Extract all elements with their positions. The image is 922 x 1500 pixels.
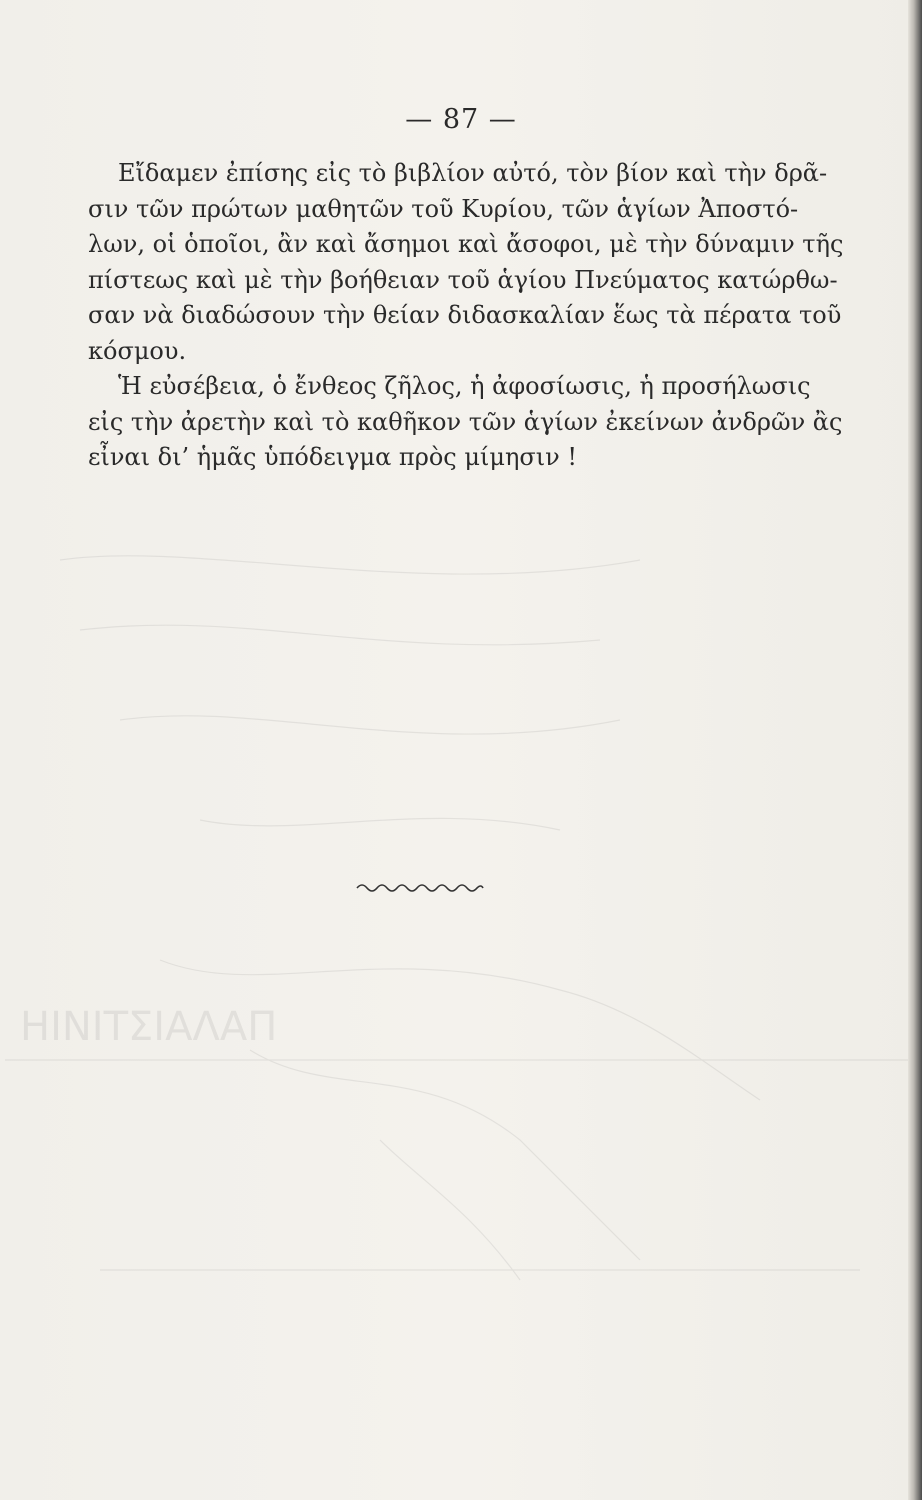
text-line: πίστεως καὶ μὲ τὴν βοήθειαν τοῦ ἁγίου Πνεύματος κατώρθω- (88, 265, 838, 294)
text-line: Εἴδαμεν ἐπίσης εἰς τὸ βιβλίον αὐτό, τὸν βίον καὶ τὴν δρᾶ- (118, 159, 828, 187)
svg-text:ΗΙΝΙΤΣΙΑΛΑΠ: ΗΙΝΙΤΣΙΑΛΑΠ (20, 1004, 278, 1050)
binding-edge (908, 0, 922, 1500)
text-line: Ἡ εὐσέβεια, ὁ ἔνθεος ζῆλος, ἡ ἀφοσίωσις, ἡ προσήλωσις (118, 372, 811, 400)
text-line: λων, οἱ ὁποῖοι, ἂν καὶ ἄσημοι καὶ ἄσοφοι, μὲ τὴν δύναμιν τῆς (88, 230, 844, 258)
page-number: — 87 — (405, 104, 517, 135)
text-line: σιν τῶν πρώτων μαθητῶν τοῦ Κυρίου, τῶν ἁγίων Ἀποστό- (88, 194, 799, 223)
text-line: κόσμου. (88, 336, 187, 365)
ornament-divider (355, 880, 485, 900)
text-line: σαν νὰ διαδώσουν τὴν θείαν διδασκαλίαν ἕως τὰ πέρατα τοῦ (88, 301, 842, 329)
paragraph-1 (88, 156, 844, 369)
text-line: εἰς τὴν ἀρετὴν καὶ τὸ καθῆκον τῶν ἁγίων ἐκείνων ἀνδρῶν ἂς (88, 407, 843, 436)
body-text (88, 156, 844, 476)
paragraph-2 (88, 369, 843, 476)
text-line: εἶναι δι’ ἡμᾶς ὑπόδειγμα πρὸς μίμησιν ! (88, 443, 577, 471)
